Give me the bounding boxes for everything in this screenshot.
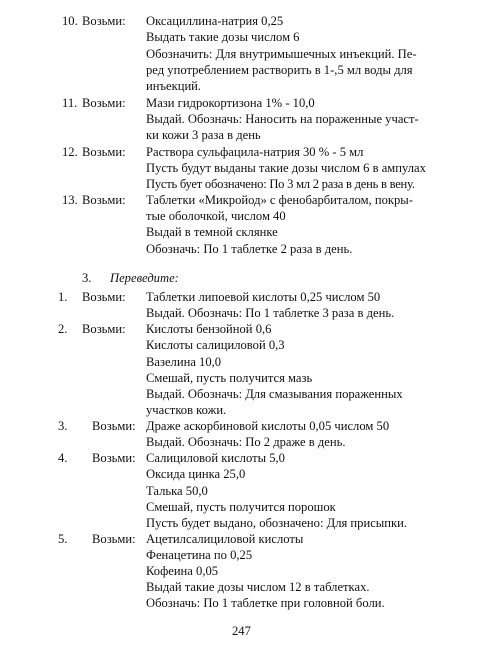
prescription-line: участков кожи. [146, 403, 227, 417]
item-number: 2. [58, 322, 68, 336]
item-number: 1. [58, 290, 68, 304]
prescription-line: тые оболочкой, числом 40 [146, 209, 286, 223]
prescription-line: Драже аскорбиновой кислоты 0,05 числом 50 [146, 419, 390, 433]
section-number: 3. [82, 271, 92, 285]
item-number: 4. [58, 451, 68, 465]
recipe-verb: Возьми: [82, 322, 126, 336]
prescription-line: Ацетилсалициловой кислоты [146, 532, 304, 546]
prescription-line: Салициловой кислоты 5,0 [146, 451, 285, 465]
prescription-line: Пусть бует обозначено: По 3 мл 2 раза в день в вену. [146, 177, 415, 191]
prescription-line: Выдай в темной склянке [146, 225, 278, 239]
page-number: 247 [232, 624, 251, 638]
recipe-verb: Возьми: [92, 532, 136, 546]
prescription-line: Таблетки липоевой кислоты 0,25 числом 50 [146, 290, 381, 304]
recipe-verb: Возьми: [82, 290, 126, 304]
item-number: 10. [62, 14, 78, 28]
recipe-verb: Возьми: [92, 451, 136, 465]
recipe-verb: Возьми: [82, 193, 126, 207]
prescription-line: Таблетки «Микройод» с фенобарбиталом, покры- [146, 193, 413, 207]
prescription-line: Смешай, пусть получится порошок [146, 500, 336, 514]
prescription-line: Обозначь: По 1 таблетке при головной боли. [146, 596, 385, 610]
item-number: 5. [58, 532, 68, 546]
prescription-line: инъекций. [146, 79, 202, 93]
prescription-line: Выдай такие дозы числом 12 в таблетках. [146, 580, 370, 594]
prescription-line: Смешай, пусть получится мазь [146, 371, 313, 385]
prescription-line: Обозначь: По 1 таблетке 2 раза в день. [146, 242, 353, 256]
section-title: Переведите: [110, 271, 179, 285]
prescription-line: Пусть будут выданы такие дозы числом 6 в ампулах [146, 161, 426, 175]
item-number: 12. [62, 145, 78, 159]
prescription-line: ки кожи 3 раза в день [146, 128, 261, 142]
prescription-line: Выдай. Обозначь: Для смазывания пораженных [146, 387, 403, 401]
prescription-line: Выдай. Обозначь: По 1 таблетке 3 раза в день. [146, 306, 395, 320]
prescription-line: Кислоты салициловой 0,3 [146, 338, 285, 352]
prescription-line: Оксида цинка 25,0 [146, 467, 246, 481]
recipe-verb: Возьми: [82, 96, 126, 110]
prescription-line: Выдать такие дозы числом 6 [146, 30, 300, 44]
item-number: 13. [62, 193, 78, 207]
prescription-line: Пусть будет выдано, обозначено: Для присыпки. [146, 516, 407, 530]
prescription-line: Раствора сульфацила-натрия 30 % - 5 мл [146, 145, 364, 159]
recipe-verb: Возьми: [82, 14, 126, 28]
prescription-line: Кислоты бензойной 0,6 [146, 322, 272, 336]
prescription-line: Вазелина 10,0 [146, 355, 222, 369]
prescription-line: Талька 50,0 [146, 484, 208, 498]
prescription-line: Выдай. Обозначь: Наносить на пораженные участ- [146, 112, 419, 126]
recipe-verb: Возьми: [92, 419, 136, 433]
prescription-line: Обозначить: Для внутримышечных инъекций. Пе- [146, 47, 417, 61]
prescription-line: ред употреблением растворить в 1-,5 мл воды для [146, 63, 413, 77]
prescription-line: Кофеина 0,05 [146, 564, 219, 578]
prescription-line: Фенацетина по 0,25 [146, 548, 253, 562]
item-number: 3. [58, 419, 68, 433]
recipe-verb: Возьми: [82, 145, 126, 159]
prescription-line: Мази гидрокортизона 1% - 10,0 [146, 96, 315, 110]
item-number: 11. [62, 96, 78, 110]
prescription-line: Выдай. Обозначь: По 2 драже в день. [146, 435, 346, 449]
prescription-line: Оксациллина-натрия 0,25 [146, 14, 284, 28]
